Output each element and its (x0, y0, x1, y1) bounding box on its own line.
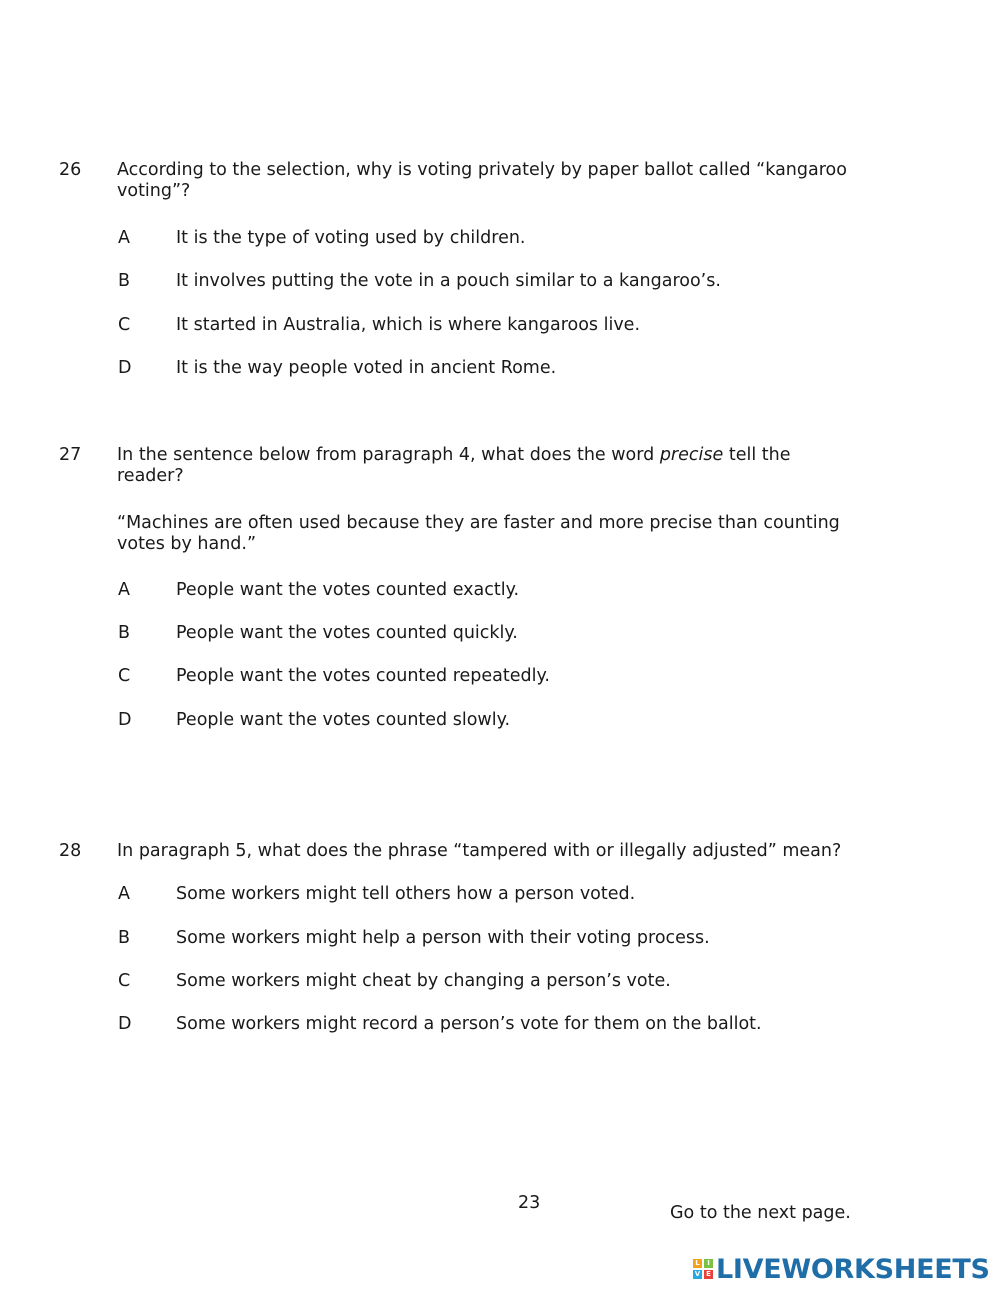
question-27-quote-line-1: “Machines are often used because they are faster and more precise than counting (117, 513, 840, 533)
question-26-option-c[interactable]: It started in Australia, which is where kangaroos live. (176, 315, 641, 335)
question-27-prompt-line-1 (117, 445, 877, 466)
next-page-note: Go to the next page. (670, 1203, 851, 1223)
logo-tile: V (694, 1270, 701, 1278)
question-26-option-c-letter[interactable]: C (118, 315, 131, 335)
question-28-option-c-letter[interactable]: C (118, 971, 131, 991)
question-28-option-b-letter[interactable]: B (118, 928, 131, 948)
logo-text: LIVEWORKSHEETS (716, 1253, 990, 1285)
page-number: 23 (518, 1193, 541, 1213)
question-28-prompt-line-1: In paragraph 5, what does the phrase “tampered with or illegally adjusted” mean? (117, 841, 842, 861)
question-27-option-b[interactable]: People want the votes counted quickly. (176, 623, 518, 643)
question-28-option-a-letter[interactable]: A (118, 884, 130, 904)
question-27-number: 27 (59, 445, 82, 465)
question-28-option-d-letter[interactable]: D (118, 1014, 132, 1034)
question-28-option-b[interactable]: Some workers might help a person with their voting process. (176, 928, 710, 948)
question-28-option-d[interactable]: Some workers might record a person’s vote for them on the ballot. (176, 1014, 762, 1034)
question-26-option-d-letter[interactable]: D (118, 358, 132, 378)
question-26-option-d[interactable]: It is the way people voted in ancient Rome. (176, 358, 557, 378)
logo-tiles-icon (693, 1259, 713, 1279)
question-27-quote-line-2: votes by hand.” (117, 534, 257, 554)
question-27-prompt-before: In the sentence below from paragraph 4, what does the word (117, 445, 660, 465)
question-27-prompt (117, 445, 877, 487)
question-27-prompt-after: tell the (723, 445, 791, 465)
question-26-option-a[interactable]: It is the type of voting used by children. (176, 228, 526, 248)
question-27-quote (117, 513, 877, 555)
logo-tile: I (704, 1259, 713, 1268)
question-28-prompt (117, 841, 877, 862)
question-27-option-d-letter[interactable]: D (118, 710, 132, 730)
question-27-option-c-letter[interactable]: C (118, 666, 131, 686)
liveworksheets-logo[interactable] (693, 1253, 990, 1285)
question-27-prompt-line-2: reader? (117, 466, 184, 486)
question-28-option-a[interactable]: Some workers might tell others how a person voted. (176, 884, 636, 904)
question-27-option-d[interactable]: People want the votes counted slowly. (176, 710, 511, 730)
question-26-option-a-letter[interactable]: A (118, 228, 130, 248)
question-27-option-a[interactable]: People want the votes counted exactly. (176, 580, 520, 600)
question-27-option-b-letter[interactable]: B (118, 623, 131, 643)
question-27-prompt-emphasis: precise (659, 445, 724, 465)
question-26-number: 26 (59, 160, 82, 180)
question-27-option-a-letter[interactable]: A (118, 580, 130, 600)
question-26-option-b-letter[interactable]: B (118, 271, 131, 291)
question-28-number: 28 (59, 841, 82, 861)
question-26-prompt-line-1: According to the selection, why is voting privately by paper ballot called “kangaroo (117, 160, 847, 180)
question-26-option-b[interactable]: It involves putting the vote in a pouch similar to a kangaroo’s. (176, 271, 721, 291)
question-27-option-c[interactable]: People want the votes counted repeatedly. (176, 666, 550, 686)
logo-tile: L (693, 1259, 702, 1268)
question-28-option-c[interactable]: Some workers might cheat by changing a person’s vote. (176, 971, 671, 991)
logo-tile: E (704, 1270, 713, 1279)
question-26-prompt-line-2: voting”? (117, 181, 191, 201)
question-26-prompt (117, 160, 877, 202)
